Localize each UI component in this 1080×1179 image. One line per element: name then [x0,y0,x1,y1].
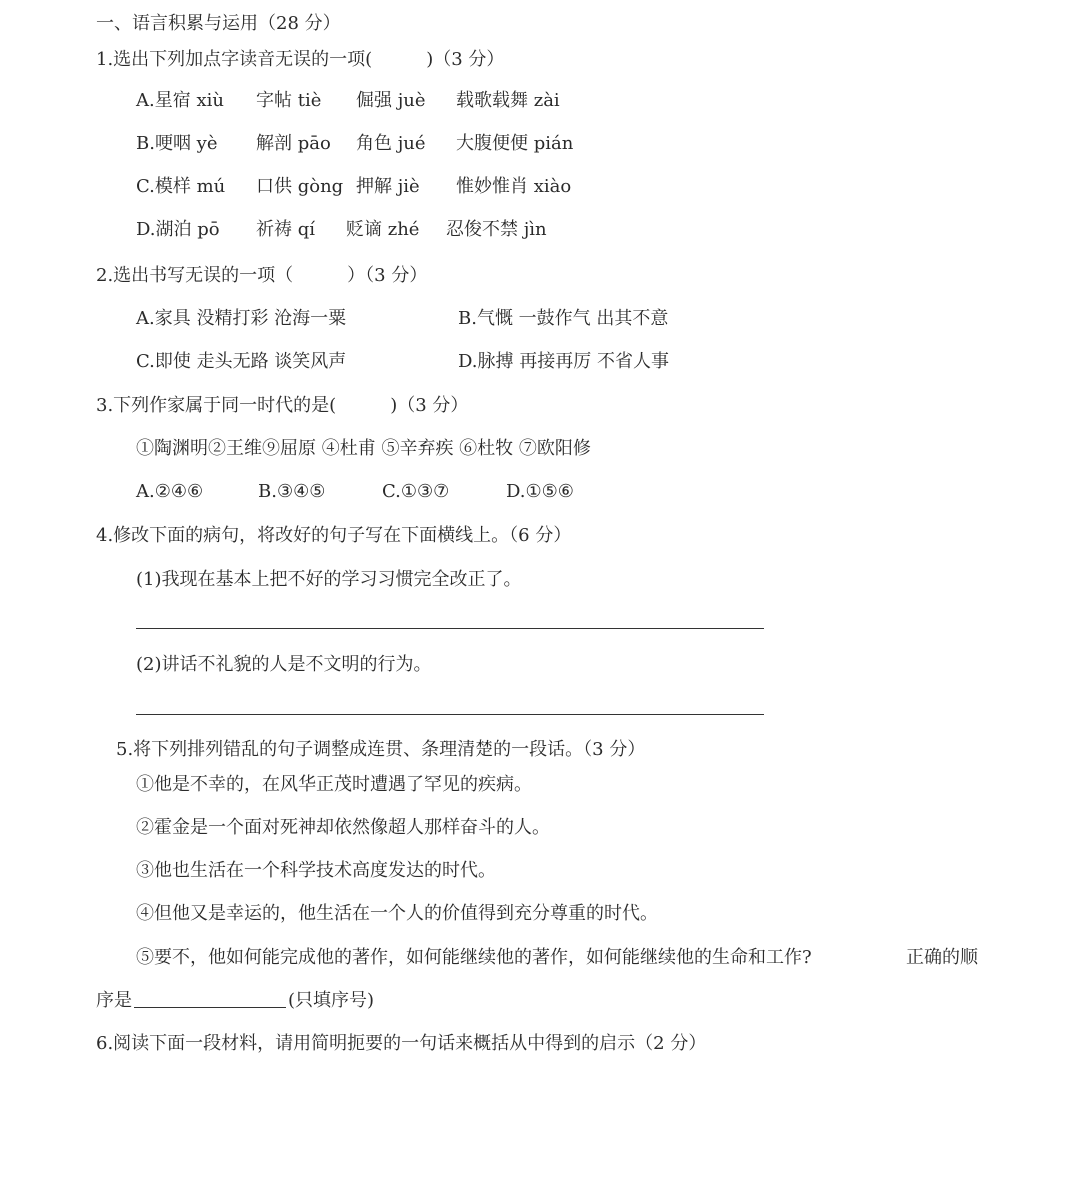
q1-c-item-3: 押解 jiè [356,176,420,197]
q1-b-item-3: 角色 jué [356,133,426,154]
q2-option-a: A.家具 没精打彩 沧海一粟 [136,308,347,329]
q1-c-item-4: 惟妙惟肖 xiào [456,176,572,197]
question-1-stem: 1.选出下列加点字读音无误的一项( )（3 分） [96,49,505,70]
question-3-stem: 3.下列作家属于同一时代的是( )（3 分） [96,395,469,416]
q2-option-c: C.即使 走头无路 谈笑风声 [136,351,347,372]
question-6-stem: 6.阅读下面一段材料，请用简明扼要的一句话来概括从中得到的启示（2 分） [96,1033,707,1054]
q1-b-item-4: 大腹便便 pián [456,133,574,154]
q1-a-item-2: 字帖 tiè [256,90,322,111]
question-5-stem: 5.将下列排列错乱的句子调整成连贯、条理清楚的一段话。（3 分） [116,739,646,760]
q5-order-prefix: 序是 [96,990,132,1011]
q5-sentence-1: ①他是不幸的，在风华正茂时遭遇了罕见的疾病。 [136,774,532,795]
q3-authors: ①陶渊明②王维⑨屈原 ④杜甫 ⑤辛弃疾 ⑥杜牧 ⑦欧阳修 [136,438,591,459]
q1-c-item-2: 口供 gòng [256,176,344,197]
q1-a-item-3: 倔强 juè [356,90,426,111]
q4-answer-line-1[interactable] [136,628,764,629]
q1-b-item-1: B.哽咽 yè [136,133,218,154]
q1-b-item-2: 解剖 pāo [256,133,331,154]
q1-d-item-2: 祈祷 qí [256,219,316,240]
question-4-stem: 4.修改下面的病句，将改好的句子写在下面横线上。（6 分） [96,525,572,546]
q5-order-blank[interactable] [134,989,286,1008]
q5-order-tail: 正确的顺 [906,947,978,968]
q1-d-item-4: 忍俊不禁 jìn [446,219,547,240]
q1-a-item-4: 载歌载舞 zài [456,90,560,111]
q5-sentence-4: ④但他又是幸运的，他生活在一个人的价值得到充分尊重的时代。 [136,903,658,924]
q2-option-b: B.气慨 一鼓作气 出其不意 [458,308,669,329]
q5-sentence-5: ⑤要不，他如何能完成他的著作，如何能继续他的著作，如何能继续他的生命和工作? [136,947,812,968]
q5-order-line [96,989,374,1013]
q3-option-a: A.②④⑥ [136,481,204,502]
q3-option-d: D.①⑤⑥ [506,481,574,502]
q2-option-d: D.脉搏 再接再厉 不省人事 [458,351,669,372]
q4-answer-line-2[interactable] [136,714,764,715]
q1-a-item-1: A.星宿 xiù [136,90,224,111]
q4-sentence-2: (2)讲话不礼貌的人是不文明的行为。 [136,654,432,675]
question-2-stem: 2.选出书写无误的一项（ ）（3 分） [96,265,428,286]
q1-c-item-1: C.模样 mú [136,176,226,197]
q5-sentence-3: ③他也生活在一个科学技术高度发达的时代。 [136,860,496,881]
q1-d-item-1: D.湖泊 pō [136,219,220,240]
q3-option-c: C.①③⑦ [382,481,450,502]
q1-d-item-3: 贬谪 zhé [346,219,420,240]
q3-option-b: B.③④⑤ [258,481,326,502]
q5-order-suffix: (只填序号) [288,990,375,1011]
q4-sentence-1: (1)我现在基本上把不好的学习习惯完全改正了。 [136,569,522,590]
q5-sentence-2: ②霍金是一个面对死神却依然像超人那样奋斗的人。 [136,817,550,838]
section-heading: 一、语言积累与运用（28 分） [96,13,341,34]
